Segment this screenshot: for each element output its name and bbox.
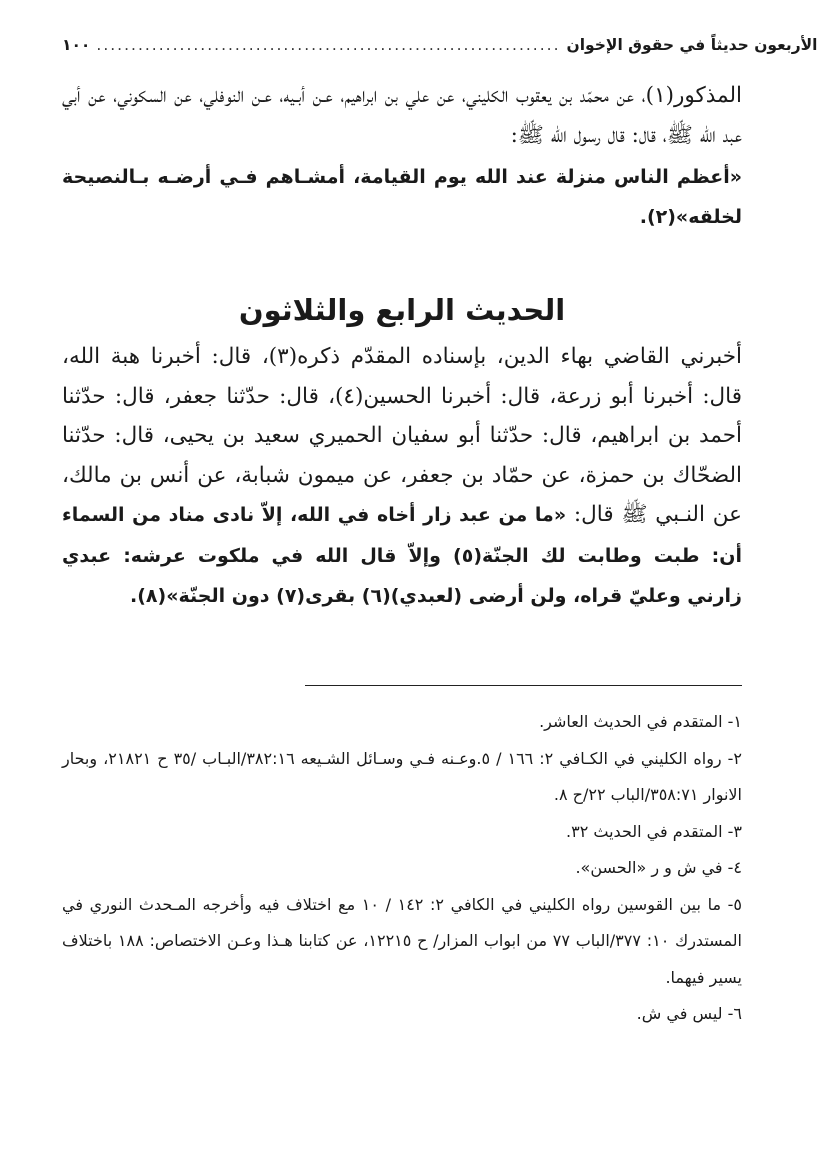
previous-hadith-text: «أعظم الناس منزلة عند الله يوم القيامة، أمشـاهم فـي أرضـه بـالنصيحة لخلقه»(٢).: [62, 166, 742, 228]
footnote: ٣- المتقدم في الحديث ٣٢.: [566, 821, 742, 841]
footnote: ٢- رواه الكليني في الكـافي ٢: ١٦٦ / ٥.وعـنه فـي وسـائل الشـيعه ٣٨٢:١٦/البـاب /٣٥ ح ٢١٨٢١، وبحار الانوار ٣٥٨:٧١/الباب ٢٢/ح ٨.: [62, 748, 743, 804]
hadith-paragraph: [62, 337, 742, 617]
hadith-chain: أخبرني القاضي بهاء الدين، بإسناده المقدّم ذكره(٣)، قال: أخبرنا هبة الله، قال: أخبرنا أبو زرعة، قال: أخبرنا الحسين(٤)، قال: حدّثنا جعفر، قال: حدّثنا أحمد بن ابراهيم، قال: حدّثنا أبو سفيان الحميري سعيد بن يحيى، قال: حدّثنا الضحّاك بن حمزة، عن حمّاد بن جعفر، عن ميمون شبابة، عن أنس بن مالك، عن النـبي ﷺ قال:: [62, 344, 743, 527]
section-title: الحديث الرابع والثلاثون: [238, 293, 566, 327]
footnote-separator: [305, 685, 742, 686]
footnote: ٦- ليس في ش.: [636, 1004, 742, 1023]
page-number: ١٠٠: [62, 36, 91, 54]
footnote: ٥- ما بين القوسين رواه الكليني في الكافي ٢: ١٤٢ / ١٠ مع اختلاف فيه وأخرجه المـحدث النوري في المستدرك ١٠: ٣٧٧/الباب ٧٧ من ابواب المزار/ ح ١٢٢١٥، عن كتابنا هـذا وعـن الاختصاص: ١٨٨ باختلاف يسير فيهما.: [62, 894, 743, 987]
previous-hadith-chain: المذكور(١)، عن محمّد بن يعقوب الكليني، عن علي بن ابراهيم، عـن أبـيه، عـن النوفلي، عن السكوني، عن أبي عبد الله ﷺ، قال: قال رسول الله ﷺ:: [62, 83, 742, 148]
hadith-text: «ما من عبد زار أخاه في الله، إلاّ نادى مناد من السماء أن: طبت وطابت لك الجنّة(٥) وإلاّ قال الله في ملكوت عرشه: عبدي زارني وعليّ قراه، ولن أرضى (لعبدي)(٦) بقرى(٧) دون الجنّة»(٨).: [62, 504, 742, 607]
footnotes-list: [62, 704, 742, 1033]
footnote: ٤- في ش و ر «الحسن».: [575, 858, 742, 877]
dot-leader: ...................................................................: [96, 36, 561, 54]
footnote: ١- المتقدم في الحديث العاشر.: [539, 712, 742, 731]
running-header: [62, 30, 818, 60]
book-title: الأربعون حديثاً في حقوق الإخوان: [566, 36, 818, 54]
